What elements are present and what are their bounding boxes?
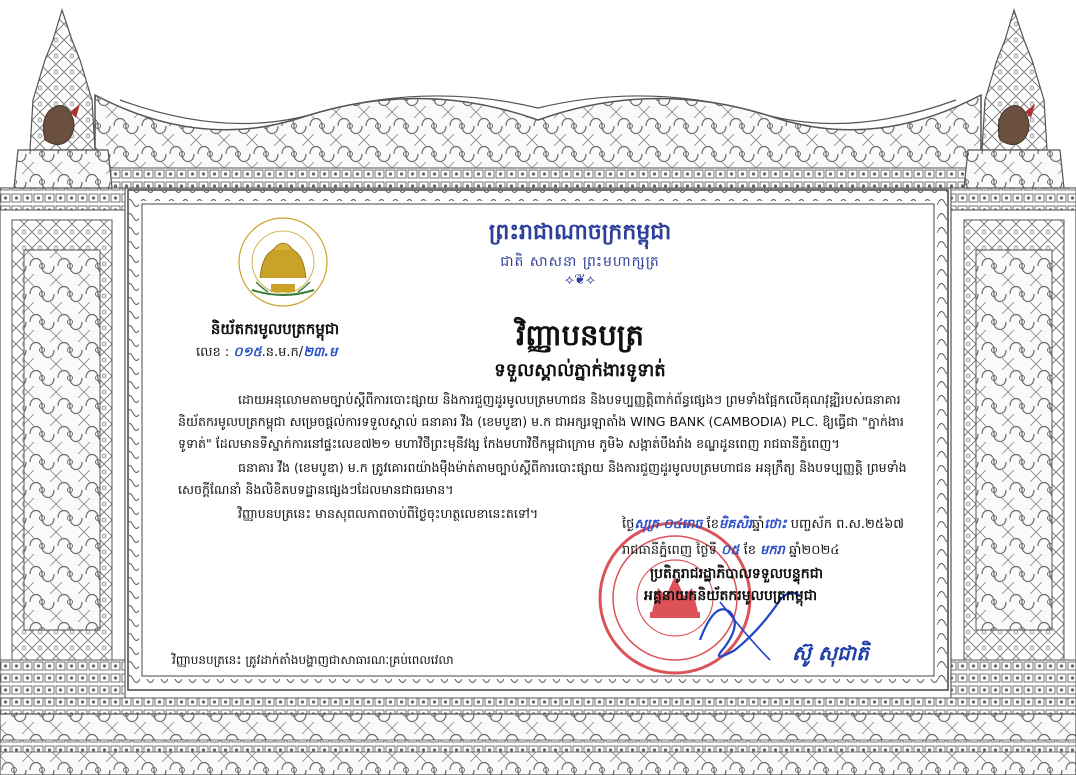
license-number-hand: ០១៥ — [233, 345, 262, 360]
kingdom-title: ព្រះរាជាណាចក្រកម្ពុជា — [488, 219, 672, 245]
body-line-3: ទូទាត់" ដែលមានទីស្នាក់ការនៅផ្ទះលេខ៧២១ មហាវិថីព្រះមុនីវង្ស កែងមហាវិថីកម្ពុជាក្រោម ភូមិ៦ សង្កាត់បឹងរាំង ខណ្ឌដូនពេញ រាជធានីភ្នំពេញ។ — [178, 436, 840, 451]
lunar-suffix: បញ្ចស័ក ព.ស.២៥៦៧ — [786, 517, 904, 532]
body-line-4: ធនាគារ វីង (ខេមបូឌា) ម.ក ត្រូវគោរពយ៉ាងម៉ឺងម៉ាត់តាមច្បាប់ស្តីពីការបោះផ្សាយ និងការជួញដូរមូលបត្រមហាជន អនុក្រឹត្យ និងបទប្បញ្ញត្តិ ព្រមទាំង — [238, 460, 907, 475]
lunar-year-hand: ថោះ — [764, 517, 787, 532]
body-line-1: ដោយអនុលោមតាមច្បាប់ស្តីពីការបោះផ្សាយ និងការជួញដូរមូលបត្រមហាជន និងបទប្បញ្ញត្តិពាក់ព័ន្ធផ្សេងៗ ព្រមទាំងផ្អែកលើគុណវុឌ្ឍិរបស់ធនាគារ — [238, 392, 901, 407]
lunar-prefix: ថ្ងៃ — [622, 517, 635, 532]
lunar-day-hand: សុក្រ ០៤រោច — [634, 517, 703, 532]
divider-ornament: ⟡❦⟡ — [564, 272, 596, 288]
license-handwritten: ២៣.ម — [303, 345, 338, 360]
license-prefix: លេខ : — [196, 345, 234, 360]
signatory-name: ស៊ូ សុជាតិ — [792, 641, 869, 665]
body-line-6: វិញ្ញាបនបត្រនេះ មានសុពលភាពចាប់ពីថ្ងៃចុះហត្ថលេខានេះតទៅ។ — [238, 506, 539, 521]
lunar-mid: ខែ — [702, 517, 719, 532]
solar-prefix: រាជធានីភ្នំពេញ ថ្ងៃទី — [622, 543, 722, 558]
certificate-title: វិញ្ញាបនបត្រ — [516, 318, 644, 352]
body-line-2: និយ័តករមូលបត្រកម្ពុជា សម្រេចផ្តល់ការទទួលស្គាល់ ធនាគារ វីង (ខេមបូឌា) ម.ក ជាអក្សរឡាតាំង WING BANK (CAMBODIA) PLC. ឱ្យធ្វើជា "ភ្នាក់ងារ — [178, 414, 904, 429]
solar-mid: ខែ — [739, 543, 761, 558]
signatory-title-1: ប្រតិភូរាជរដ្ឋាភិបាលទទួលបន្ទុកជា — [650, 566, 824, 582]
solar-date — [622, 542, 840, 561]
lunar-month-hand: មិគសិរ — [718, 517, 752, 532]
certificate-subtitle: ទទួលស្គាល់ភ្នាក់ងារទូទាត់ — [494, 360, 666, 381]
solar-month-hand: មករា — [760, 543, 785, 558]
display-notice: វិញ្ញាបនបត្រនេះ ត្រូវដាក់តាំងបង្ហាញជាសាធារណៈគ្រប់ពេលវេលា — [172, 653, 454, 667]
license-suffix: .ន.ម.ក/ — [261, 345, 304, 360]
body-line-5: សេចក្តីណែនាំ និងលិខិតបទដ្ឋានផ្សេងៗដែលមានជាធរមាន។ — [178, 482, 454, 497]
agency-name: និយ័តករមូលបត្រកម្ពុជា — [210, 320, 340, 338]
solar-day-hand: ០៥ — [721, 543, 740, 558]
lunar-year-label: ឆ្នាំ — [752, 517, 765, 532]
signatory-title-2: អគ្គនាយកនិយ័តករមូលបត្រកម្ពុជា — [644, 588, 818, 604]
lunar-date — [622, 516, 904, 535]
national-motto: ជាតិ សាសនា ព្រះមហាក្សត្រ — [500, 254, 660, 270]
solar-suffix: ឆ្នាំ២០២៤ — [784, 543, 840, 558]
